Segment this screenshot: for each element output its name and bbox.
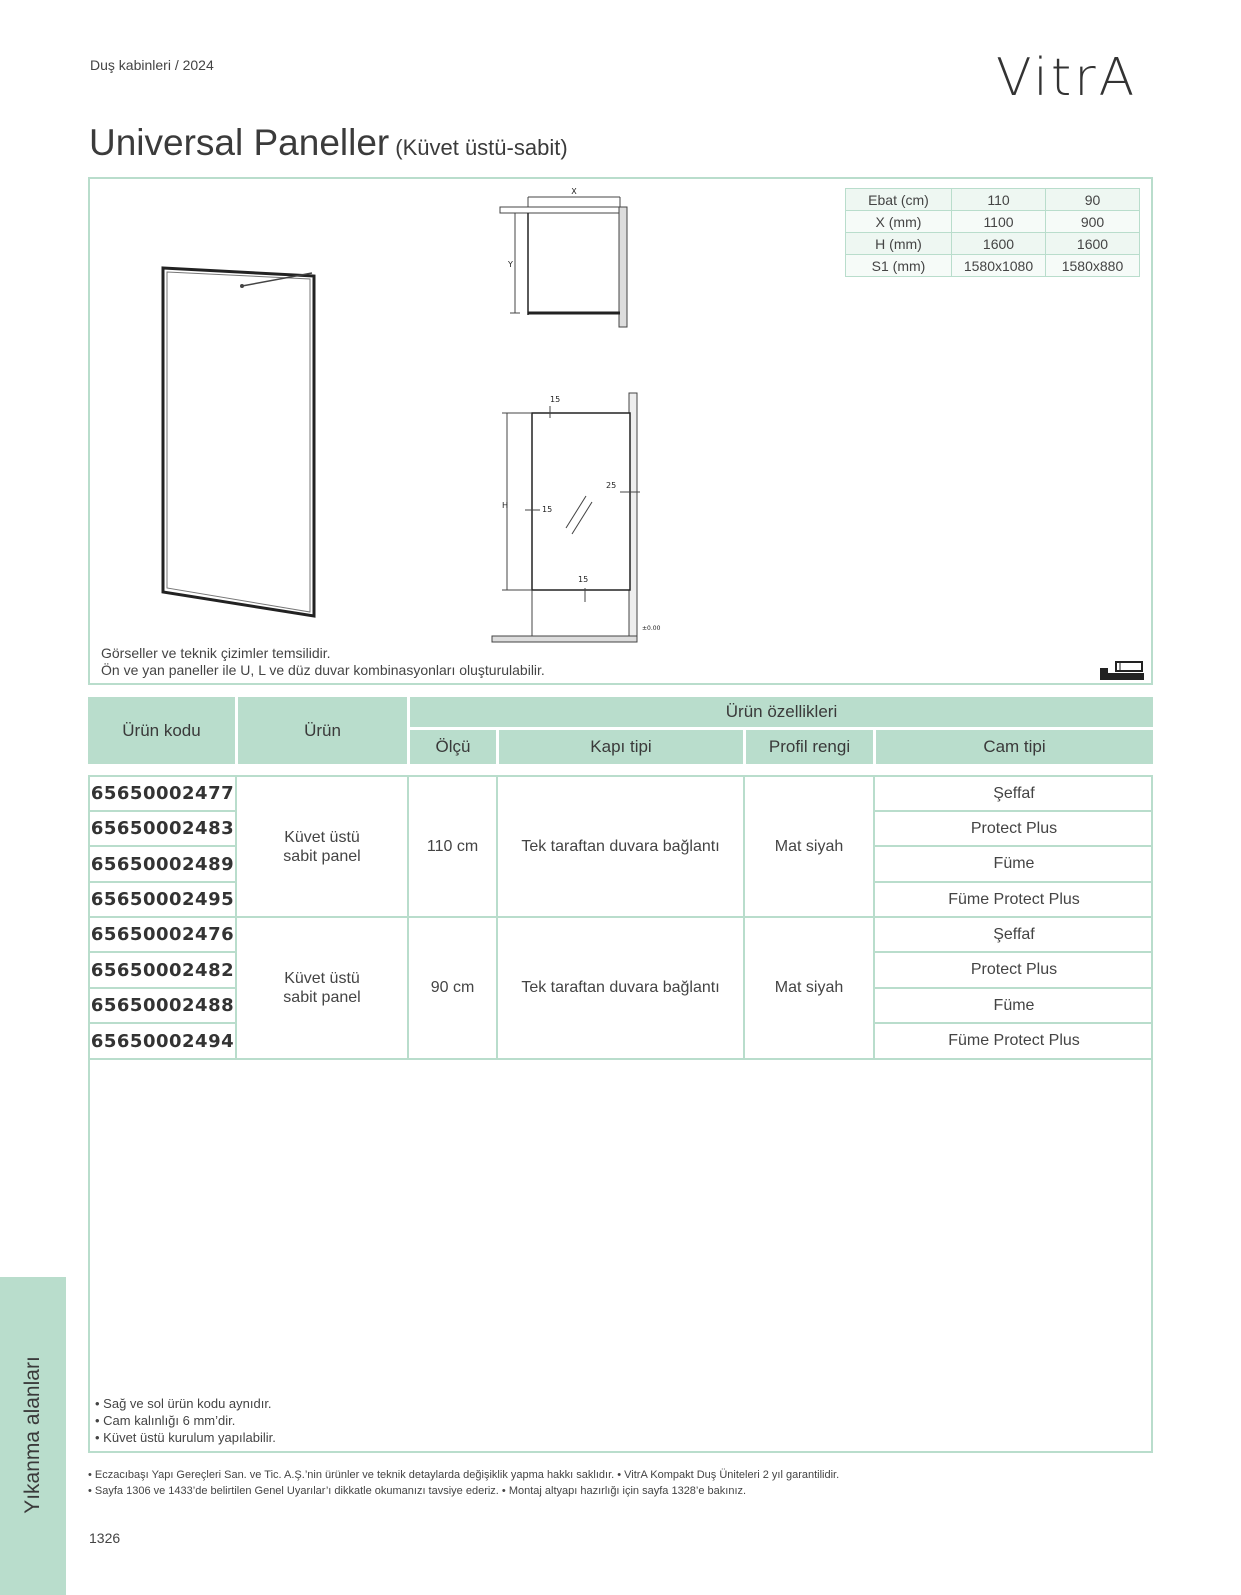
- product-code: 65650002482: [90, 959, 235, 981]
- top-view-drawing: [490, 185, 650, 340]
- dim-cell: 1100: [952, 211, 1046, 233]
- dim-cell: 90: [1046, 189, 1140, 211]
- product-code: 65650002483: [90, 818, 235, 839]
- product-name-line1: Küvet üstü: [284, 970, 360, 987]
- level-label: ±0.00: [642, 625, 661, 632]
- header-product: Ürün: [238, 697, 407, 764]
- dim-row: [846, 233, 1140, 255]
- dim-cell: H (mm): [846, 233, 952, 255]
- product-code: 65650002476: [90, 924, 235, 945]
- dim-cell: 1580x1080: [952, 255, 1046, 277]
- breadcrumb: Duş kabinleri / 2024: [90, 57, 214, 73]
- header-size: Ölçü: [410, 730, 496, 764]
- product-profile-color: Mat siyah: [774, 979, 844, 996]
- dim-cell: 1580x880: [1046, 255, 1140, 277]
- dim-cell: 900: [1046, 211, 1140, 233]
- product-code: 65650002477: [90, 783, 235, 804]
- product-name: [237, 918, 407, 1058]
- product-name: [237, 777, 407, 916]
- page-title: [89, 122, 568, 164]
- dim-cell: 1600: [1046, 233, 1140, 255]
- dim-cell: 110: [952, 189, 1046, 211]
- dim-x-label: X: [571, 187, 577, 196]
- glass-type: Şeffaf: [993, 925, 1035, 943]
- title-sub: (Küvet üstü-sabit): [395, 135, 568, 160]
- dim-15-top: 15: [550, 395, 561, 404]
- product-code: 65650002494: [90, 1030, 235, 1052]
- glass-type: Füme: [993, 855, 1035, 872]
- bathtub-install-icon: [1098, 660, 1148, 682]
- product-profile-color: Mat siyah: [774, 837, 844, 855]
- dim-y-label: Y: [508, 260, 513, 269]
- product-name-line1: Küvet üstü: [284, 828, 360, 846]
- dim-row: [846, 211, 1140, 233]
- glass-type: Protect Plus: [970, 819, 1058, 837]
- glass-type: Protect Plus: [970, 961, 1058, 978]
- footer-line-1: • Eczacıbaşı Yapı Gereçleri San. ve Tic. A.Ş.’nin ürünler ve teknik detaylarda değişiklik yapma hakkı saklıdır. • VitrA Kompakt Duş Üniteleri 2 yıl garantilidir.: [88, 1469, 840, 1481]
- glass-type: Füme Protect Plus: [948, 890, 1080, 908]
- product-notes: [95, 1395, 276, 1446]
- title-main: Universal Paneller: [89, 122, 390, 163]
- product-code: 65650002495: [90, 889, 235, 910]
- header-door: Kapı tipi: [499, 730, 743, 764]
- dim-15-bottom: 15: [578, 575, 589, 584]
- product-door-type: Tek taraftan duvara bağlantı: [521, 837, 720, 855]
- dim-cell: Ebat (cm): [846, 189, 952, 211]
- dim-cell: X (mm): [846, 211, 952, 233]
- dim-25-label: 25: [606, 481, 617, 490]
- header-glass: Cam tipi: [876, 730, 1153, 764]
- dim-15-side: 15: [542, 505, 553, 514]
- panel-note-2: Ön ve yan paneller ile U, L ve düz duvar kombinasyonları oluşturulabilir.: [101, 662, 545, 678]
- glass-type: Füme Protect Plus: [948, 1032, 1080, 1049]
- note-item: • Cam kalınlığı 6 mm’dir.: [95, 1413, 236, 1428]
- product-size: 110 cm: [426, 837, 479, 855]
- product-name-line2: sabit panel: [283, 847, 361, 865]
- product-name-line2: sabit panel: [283, 989, 361, 1006]
- product-code: 65650002488: [90, 995, 235, 1016]
- dim-h-label: H: [502, 501, 509, 510]
- product-size: 90 cm: [430, 979, 475, 996]
- dim-cell: 1600: [952, 233, 1046, 255]
- front-view-drawing: [480, 388, 680, 648]
- product-door-type: Tek taraftan duvara bağlantı: [521, 979, 720, 996]
- dimensions-table: [845, 188, 1140, 277]
- dim-row: [846, 255, 1140, 277]
- glass-type: Şeffaf: [993, 784, 1035, 802]
- panel-note-1: Görseller ve teknik çizimler temsilidir.: [101, 645, 331, 661]
- dim-row: [846, 189, 1140, 211]
- product-code: 65650002489: [90, 853, 235, 875]
- note-item: • Sağ ve sol ürün kodu aynıdır.: [95, 1396, 272, 1411]
- glass-type: Füme: [993, 996, 1035, 1014]
- footer-line-2: • Sayfa 1306 ve 1433’de belirtilen Genel Uyarılar’ı dikkatle okumanızı tavsiye ederiz. • Montaj altyapı hazırlığı için sayfa 1328’e bakınız.: [88, 1485, 747, 1497]
- panel-notes: [101, 645, 545, 679]
- page-number: 1326: [89, 1530, 121, 1546]
- header-features: Ürün özellikleri: [410, 697, 1153, 727]
- header-code: Ürün kodu: [88, 697, 235, 764]
- product-illustration: [150, 258, 330, 618]
- vitra-logo: VitrA: [996, 48, 1138, 108]
- dim-cell: S1 (mm): [846, 255, 952, 277]
- side-tab-label: Yıkanma alanları: [21, 1356, 44, 1514]
- footer-notes: [88, 1467, 839, 1499]
- header-profile: Profil rengi: [746, 730, 873, 764]
- note-item: • Küvet üstü kurulum yapılabilir.: [95, 1430, 276, 1445]
